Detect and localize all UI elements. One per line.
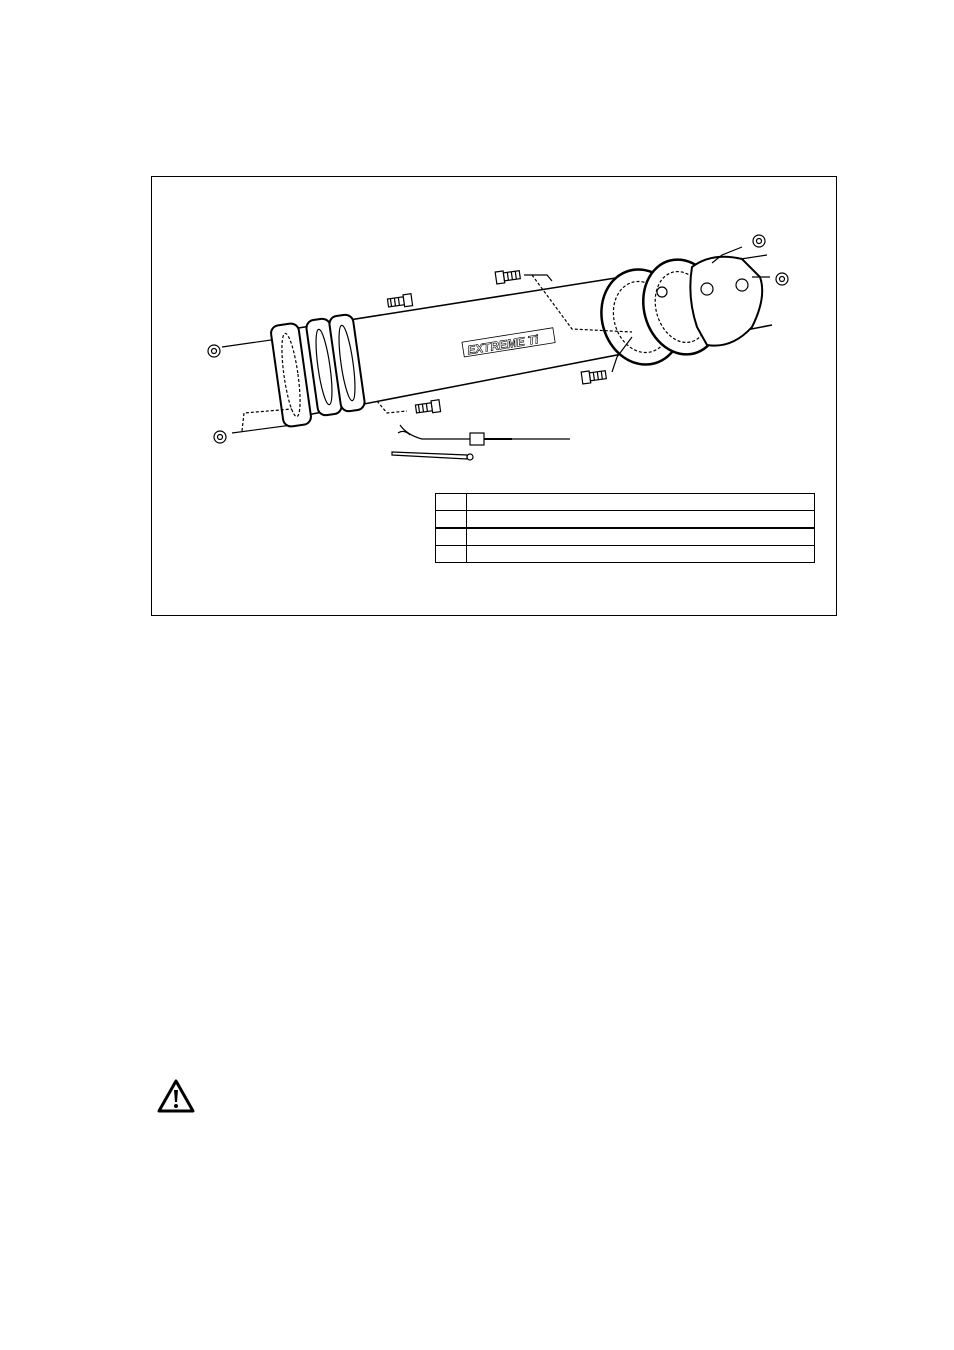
table-row bbox=[436, 494, 815, 511]
figure-frame bbox=[151, 176, 837, 616]
bolt-lower-left bbox=[415, 400, 440, 415]
table-cell-desc bbox=[467, 528, 815, 546]
bolt-lower-right bbox=[581, 369, 606, 384]
parts-table bbox=[435, 493, 815, 563]
cable-tie bbox=[392, 452, 473, 460]
inlet-flange bbox=[270, 323, 312, 428]
logo-text: EXTREME Ti bbox=[466, 332, 540, 358]
table-cell-num bbox=[436, 528, 467, 546]
table-row bbox=[436, 546, 815, 563]
table-row bbox=[436, 528, 815, 546]
bolt-upper-left bbox=[387, 294, 412, 309]
warning-triangle-icon bbox=[156, 1078, 196, 1114]
table-row bbox=[436, 511, 815, 529]
table-cell-num bbox=[436, 494, 467, 511]
table-cell-desc bbox=[467, 511, 815, 529]
table-cell-num bbox=[436, 511, 467, 529]
nut-left-lower bbox=[214, 431, 226, 443]
extreme-ti-logo bbox=[462, 328, 555, 358]
nut-right-upper bbox=[753, 235, 765, 247]
table-cell-desc bbox=[467, 494, 815, 511]
nut-right-lower bbox=[776, 273, 788, 285]
bolt-upper-right bbox=[495, 269, 520, 284]
temperature-probe bbox=[398, 425, 570, 445]
outlet-flange bbox=[690, 257, 762, 346]
nut-left-upper bbox=[208, 345, 220, 357]
table-cell-num bbox=[436, 546, 467, 563]
table-cell-desc bbox=[467, 546, 815, 563]
